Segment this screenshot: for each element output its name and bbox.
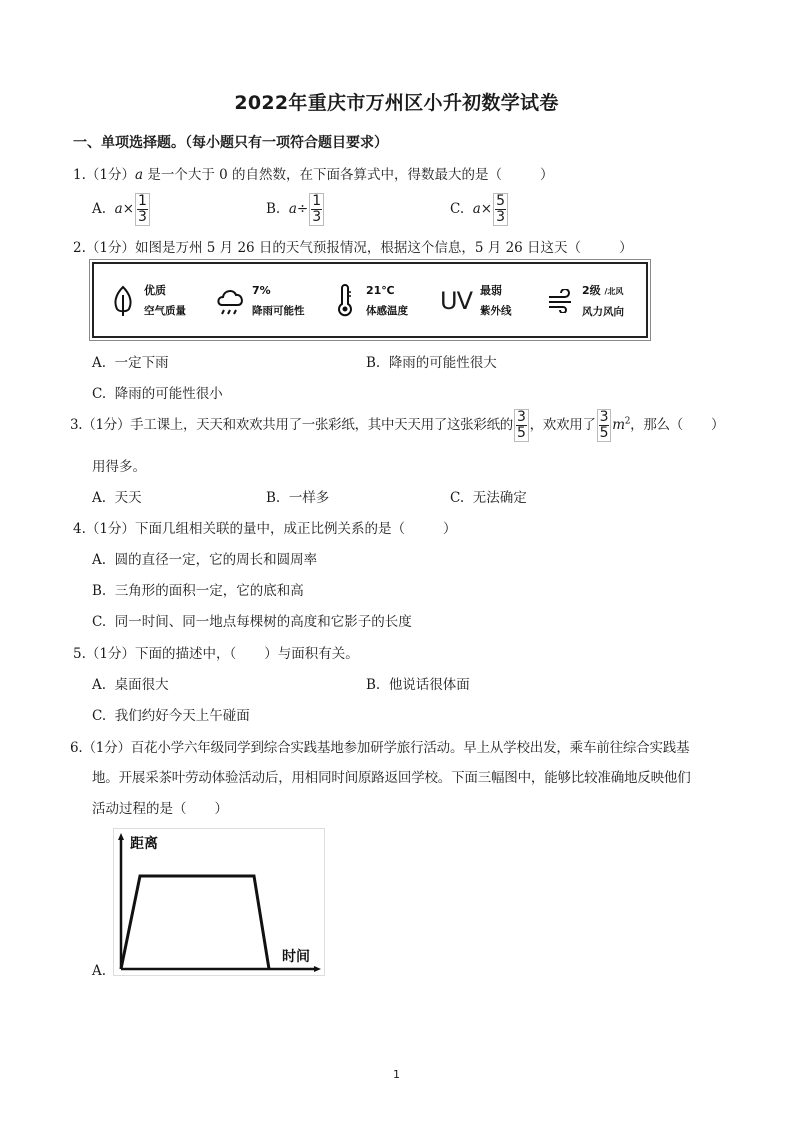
q3-option-b[interactable]: B. 一样多 (266, 490, 330, 506)
fraction: $\frac{1}{3}$ (135, 193, 150, 226)
question-5: 5.（1分）下面的描述中，（ ）与面积有关。 (73, 646, 359, 662)
q2-option-c[interactable]: C. 降雨的可能性很小 (92, 386, 223, 402)
weather-air-quality: 优质 空气质量 (108, 278, 186, 324)
question-score: （1分） (85, 240, 135, 256)
question-2: 2.（1分）如图是万州 5 月 26 日的天气预报情况，根据这个信息，5 月 26 日这天（ ） (73, 240, 633, 256)
fraction: $\frac{5}{3}$ (493, 193, 508, 226)
section-heading: 一、单项选择题。（每小题只有一项符合题目要求） (73, 135, 388, 151)
weather-feel-temperature: 21℃ 体感温度 (330, 278, 408, 324)
variable: a (134, 167, 144, 183)
q1-option-b[interactable]: B. a÷ $\frac{1}{3}$ (266, 193, 325, 226)
q3-option-a[interactable]: A. 天天 (92, 490, 142, 506)
thermometer-icon (330, 284, 360, 318)
q1-option-a[interactable]: A. a× $\frac{1}{3}$ (92, 193, 151, 226)
cloud-rain-icon (216, 284, 246, 318)
q6-option-a-graph[interactable] (113, 828, 325, 976)
q5-option-c[interactable]: C. 我们约好今天上午碰面 (92, 708, 250, 724)
weather-forecast-panel (92, 262, 648, 338)
q4-option-c[interactable]: C. 同一时间、同一地点每棵树的高度和它影子的长度 (92, 614, 412, 630)
question-number: 6. (70, 740, 83, 756)
page-number: 1 (393, 1068, 400, 1081)
x-axis-label: 时间 (282, 949, 310, 965)
question-score: （1分） (82, 740, 131, 756)
weather-wind: 2级 /北风 风力风向 (546, 278, 624, 324)
question-number: 4. (73, 521, 86, 537)
question-score: （1分） (85, 646, 135, 662)
question-stem: 是一个大于 0 的自然数，在下面各算式中，得数最大的是（ (143, 167, 503, 183)
question-6: 6.（1分）百花小学六年级同学到综合实践基地参加研学旅行活动。早上从学校出发，乘车前往综合实践基 (70, 740, 690, 756)
question-number: 2. (73, 240, 86, 256)
question-score: （1分） (85, 167, 135, 183)
question-6-line3: 活动过程的是（ ） (92, 801, 228, 817)
distance-time-graph (114, 829, 324, 975)
q1-option-c[interactable]: C. a× $\frac{5}{3}$ (450, 193, 509, 226)
question-score: （1分） (82, 417, 131, 433)
uv-icon: UV (440, 287, 472, 315)
fraction: $\frac{3}{5}$ (514, 409, 529, 442)
question-number: 5. (73, 646, 86, 662)
q4-option-a[interactable]: A. 圆的直径一定，它的周长和圆周率 (92, 552, 318, 568)
q3-option-c[interactable]: C. 无法确定 (450, 490, 527, 506)
q5-option-a[interactable]: A. 桌面很大 (92, 677, 169, 693)
question-3: 3.（1分）手工课上，天天和欢欢共用了一张彩纸，其中天天用了这张彩纸的 $\frac{3}{5}$ ，欢欢用了 $\frac{3}{5}$ $m^2$，那么（ ） (70, 409, 725, 441)
y-axis-label: 距离 (130, 836, 158, 852)
wind-icon (546, 284, 576, 318)
leaf-icon (108, 284, 138, 318)
page-title: 2022年重庆市万州区小升初数学试卷 (234, 92, 559, 114)
question-stem: 如图是万州 5 月 26 日的天气预报情况，根据这个信息，5 月 26 日这天（ (134, 240, 582, 256)
weather-rain-chance: 7% 降雨可能性 (216, 278, 305, 324)
question-number: 1. (73, 167, 86, 183)
fraction: $\frac{1}{3}$ (309, 193, 324, 226)
question-4: 4.（1分）下面几组相关联的量中，成正比例关系的是（ ） (73, 521, 457, 537)
q2-option-a[interactable]: A. 一定下雨 (92, 355, 169, 371)
q2-option-b[interactable]: B. 降雨的可能性很大 (366, 355, 497, 371)
q4-option-b[interactable]: B. 三角形的面积一定，它的底和高 (92, 583, 304, 599)
question-6-line2: 地。开展采茶叶劳动体验活动后，用相同时间原路返回学校。下面三幅图中，能够比较准确地反映他们 (92, 770, 691, 786)
question-number: 3. (70, 417, 83, 433)
q6-option-a-label[interactable]: A. (92, 963, 107, 979)
q5-option-b[interactable]: B. 他说话很体面 (366, 677, 470, 693)
fraction: $\frac{3}{5}$ (597, 409, 612, 442)
question-3-line2: 用得多。 (92, 459, 146, 475)
question-score: （1分） (85, 521, 135, 537)
question-1: 1.（1分）a 是一个大于 0 的自然数，在下面各算式中，得数最大的是（ ） (73, 167, 554, 183)
weather-uv: UV 最弱 紫外线 (440, 284, 512, 317)
